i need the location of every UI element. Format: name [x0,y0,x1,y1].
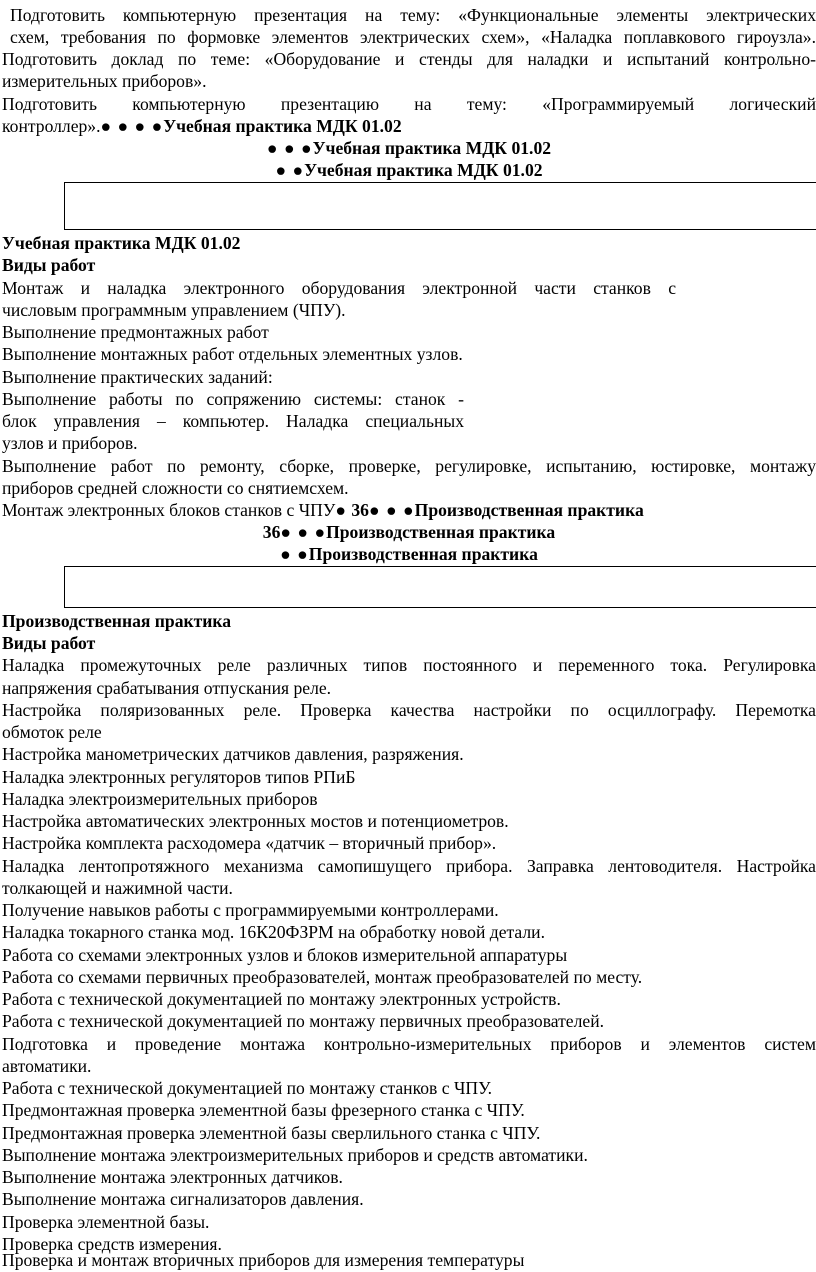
work-item: Работа с технической документацией по монтажу первичных преобразователей. [2,1011,605,1031]
work-item: Выполнение монтажа сигнализаторов давления. [2,1189,364,1209]
work-item: Выполнение практических заданий: [2,367,273,387]
bullet-marks: ● [335,500,347,520]
work-item: Выполнение монтажных работ отдельных элементных узлов. [2,344,463,364]
bullet-marks: ● ● [275,160,305,180]
work-item: Предмонтажная проверка элементной базы сверлильного станка с ЧПУ. [2,1123,541,1143]
section-caption: Производственная практика [308,544,538,564]
assignment-line: измерительных приборов». [2,71,207,91]
section-caption: Производственная практика [326,522,556,542]
work-item: Наладка промежуточных реле различных типов постоянного и переменного тока. Регулировка [2,655,816,675]
section-heading: Производственная практика [2,611,232,631]
work-item: толкающей и нажимной части. [2,878,233,898]
work-item: обмоток реле [2,722,102,742]
centered-caption [2,521,816,543]
assignment-line: схем, требования по формовке элементов электрических схем», «Наладка поплавкового гироузла». [10,27,816,47]
work-item: узлов и приборов. [2,433,138,453]
work-item: Настройка автоматических электронных мостов и потенциометров. [2,811,509,831]
work-item [2,499,816,521]
work-item: Проверка средств измерения. [2,1234,222,1254]
bullet-marks: ● ● ● [266,138,313,158]
work-item: Наладка электронных регуляторов типов РПиБ [2,767,356,787]
assignment-line: Подготовить компьютерную презентация на тему: «Функциональные элементы электрических [10,5,816,25]
section-caption: Производственная практика [414,500,644,520]
work-item: Выполнение монтажа электроизмерительных приборов и средств автоматики. [2,1145,588,1165]
section-heading: Учебная практика МДК 01.02 [2,233,241,253]
work-item: Монтаж и наладка электронного оборудования электронной части станков с [2,278,676,298]
work-item: Предмонтажная проверка элементной базы фрезерного станка с ЧПУ. [2,1100,525,1120]
work-item: Получение навыков работы с программируемыми контроллерами. [2,900,499,920]
section-subheading: Виды работ [2,633,96,653]
hours-number: 36 [346,500,369,520]
empty-frame [64,182,816,230]
work-item: Наладка электроизмерительных приборов [2,789,318,809]
bullet-marks: ● ● [280,544,309,564]
section-caption: Учебная практика МДК 01.02 [163,116,402,136]
hours-number: 36 [262,522,281,542]
bullet-marks: ● ● ● ● [100,116,164,136]
work-item: Настройка комплекта расходомера «датчик – вторичный прибор». [2,833,497,853]
centered-caption [2,543,816,565]
work-item: Подготовка и проведение монтажа контрольно-измерительных приборов и элементов систем [2,1034,816,1054]
work-item: Проверка элементной базы. [2,1212,210,1232]
work-item: Работа с технической документацией по монтажу станков с ЧПУ. [2,1078,493,1098]
section-caption: Учебная практика МДК 01.02 [304,160,543,180]
work-item: Проверка и монтаж вторичных приборов для измерения температуры [2,1250,525,1270]
work-item: Выполнение работы по сопряжению системы: станок - [2,389,464,409]
section-subheading: Виды работ [2,255,96,275]
section-caption: Учебная практика МДК 01.02 [312,138,552,158]
work-item: Наладка токарного станка мод. 16К20ФЗРМ на обработку новой детали. [2,922,545,942]
assignment-line [2,115,816,137]
work-item: приборов средней сложности со снятиемсхем. [2,478,349,498]
centered-caption [2,137,816,159]
work-item: Выполнение предмонтажных работ [2,322,269,342]
assignment-text: контроллер». [2,116,101,136]
work-item: числовым программным управлением (ЧПУ). [2,300,346,320]
bullet-marks: ● ● ● [368,500,415,520]
centered-caption [2,159,816,181]
assignment-line: Подготовить доклад по теме: «Оборудование и стенды для наладки и испытаний контрольно- [2,49,816,69]
work-item-text: Монтаж электронных блоков станков с ЧПУ [2,500,336,520]
work-item: Наладка лентопротяжного механизма самопишущего прибора. Заправка лентоводителя. Настройка [2,856,816,876]
work-item: Работа со схемами электронных узлов и блоков измерительной аппаратуры [2,945,568,965]
empty-frame [64,566,816,608]
work-item: автоматики. [2,1056,92,1076]
work-item: Работа с технической документацией по монтажу электронных устройств. [2,989,561,1009]
work-item: Выполнение монтажа электронных датчиков. [2,1167,343,1187]
work-item: Настройка манометрических датчиков давления, разряжения. [2,744,464,764]
work-item: напряжения срабатывания отпускания реле. [2,678,332,698]
work-item: Работа со схемами первичных преобразователей, монтаж преобразователей по месту. [2,967,643,987]
work-item: блок управления – компьютер. Наладка специальных [2,411,464,431]
assignment-line: Подготовить компьютерную презентацию на тему: «Программируемый логический [2,94,816,114]
bullet-marks: ● ● ● [280,522,327,542]
work-item: Настройка поляризованных реле. Проверка качества настройки по осциллографу. Перемотка [2,700,816,720]
work-item: Выполнение работ по ремонту, сборке, проверке, регулировке, испытанию, юстировке, монтажу [2,456,816,476]
